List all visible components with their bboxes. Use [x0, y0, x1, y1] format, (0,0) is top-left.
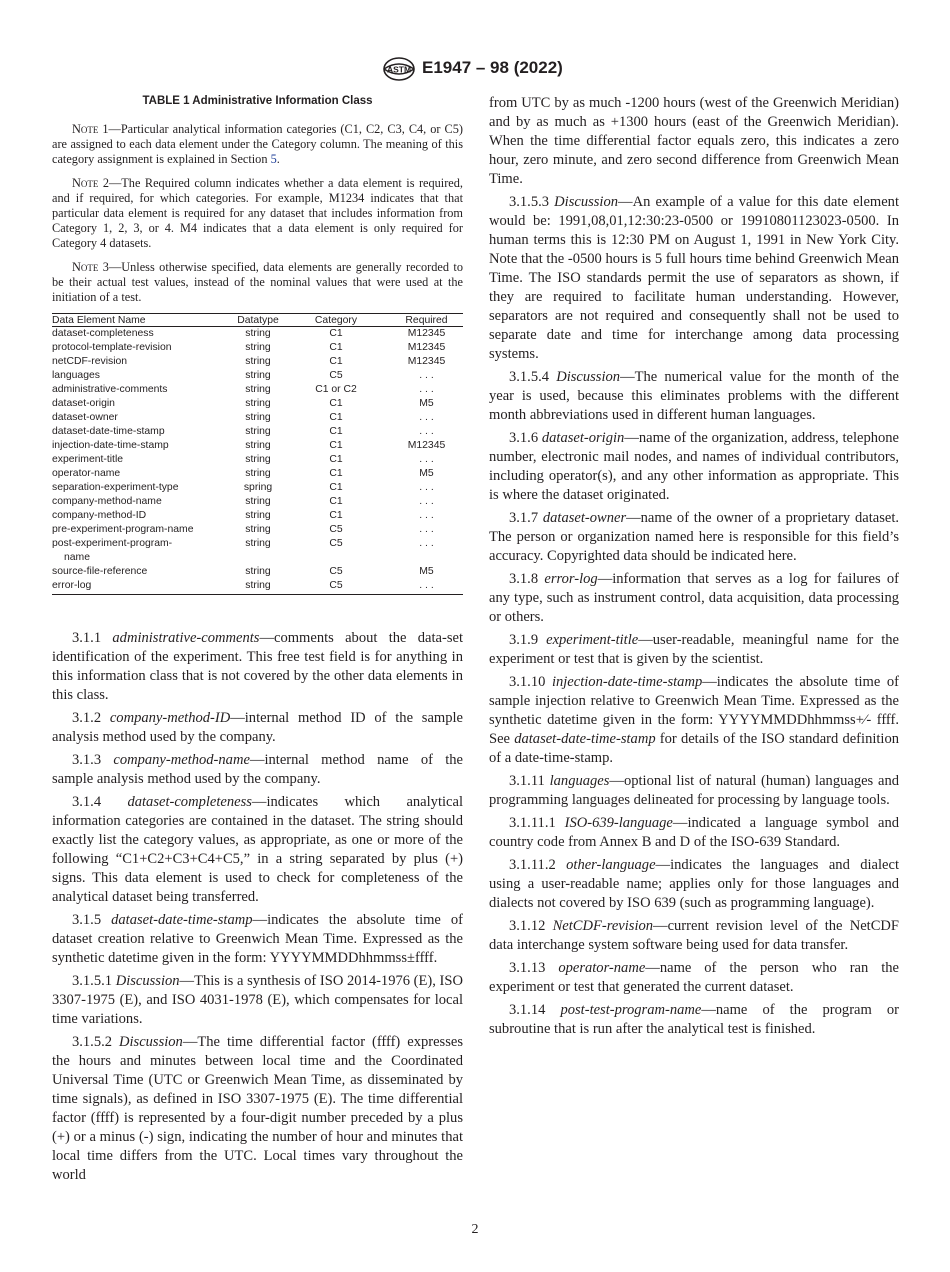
cell-category: C1	[329, 468, 343, 480]
cell-datatype: string	[245, 440, 271, 452]
cell-required: . . .	[419, 482, 434, 494]
cell-category: C1	[329, 412, 343, 424]
definition-paragraph	[489, 772, 899, 810]
table-row	[52, 523, 463, 537]
definition-text: —The numerical value for the month of the year is used, because this eliminates problems with the different month abbreviations used in different human languages.	[489, 369, 899, 423]
section-number: 3.1.7	[509, 510, 539, 526]
definition-text: —user-readable, meaningful name for the experiment or test that is given by the scientist.	[489, 632, 900, 667]
definition-text: —name of the person who ran the experiment or test that generated the current dataset.	[489, 960, 899, 995]
cell-datatype: string	[245, 384, 271, 396]
table-row	[52, 341, 463, 355]
definition-paragraph	[489, 368, 899, 425]
definition-text: —indicated a language symbol and country code from Annex B and D of the ISO-639 Standard.	[489, 815, 899, 850]
section-number: 3.1.5.2	[72, 1034, 113, 1051]
col-header-category: Category	[282, 314, 390, 327]
table-row	[52, 327, 463, 342]
defined-term: dataset-completeness	[127, 794, 252, 811]
table-row	[52, 579, 463, 595]
definition-paragraph	[52, 709, 463, 747]
definition-paragraph	[489, 193, 899, 364]
table-header-row	[52, 314, 463, 327]
defined-term: operator-name	[558, 960, 646, 976]
cell-text-wrap: name	[64, 552, 90, 564]
cell-datatype: spring	[243, 482, 273, 494]
cell-datatype: string	[245, 398, 271, 410]
table-notes	[52, 122, 463, 305]
definition-paragraph	[489, 429, 899, 505]
right-column	[489, 94, 899, 1043]
cell-element-name: error-log	[52, 579, 234, 595]
col-header-name: Data Element Name	[52, 314, 234, 327]
cell-required: . . .	[419, 384, 434, 396]
definition-text: —current revision level of the NetCDF data interchange system software being used for data transfer.	[489, 918, 899, 953]
astm-logo-icon	[380, 56, 418, 82]
cell-element-name: company-method-ID	[52, 510, 147, 522]
cell-datatype: string	[245, 510, 271, 522]
table-row	[52, 565, 463, 579]
definition-paragraph	[489, 856, 899, 913]
cell-category: C1	[329, 398, 343, 410]
cell-category: C1	[329, 328, 343, 340]
definition-text: —The time differential factor (ffff) expresses the hours and minutes between local time and the Coordinated Universal Time (UTC or Greenwich Mean Time, as disseminated by time signals), as defined in ISO 3307-1975 (E). The time differential factor (ffff) is represented by a four-digit number preceded by a plus (+) or a minus (-) sign, indicating the number of hour and minutes that local time differs from the UTC. Local times vary throughout the world	[52, 1034, 463, 1184]
section-number: 3.1.11.2	[509, 857, 556, 873]
cross-reference-term: dataset-date-time-stamp	[514, 731, 656, 747]
defined-term: dataset-owner	[542, 510, 627, 526]
cell-element-name: netCDF-revision	[52, 356, 128, 368]
cell-category: C1	[329, 454, 343, 466]
cell-element-name: dataset-origin	[52, 398, 115, 410]
defined-term: Discussion	[115, 973, 180, 990]
section-number: 3.1.3	[72, 752, 102, 769]
cell-element-name: separation-experiment-type	[52, 482, 179, 494]
defined-term: injection-date-time-stamp	[551, 674, 703, 690]
section-number: 3.1.2	[72, 710, 102, 727]
col-header-datatype: Datatype	[234, 314, 282, 327]
table-body	[52, 327, 463, 595]
definition-paragraph	[489, 570, 899, 627]
table-row	[52, 537, 463, 565]
table-note-3	[52, 260, 463, 306]
defined-term: company-method-ID	[109, 710, 231, 727]
table-note-1	[52, 122, 463, 168]
astm-logo-text: ASTM	[386, 64, 412, 75]
cell-required: M12345	[407, 440, 446, 452]
definition-text: for details of the ISO standard definition of a date-time-stamp.	[489, 731, 900, 766]
table-row	[52, 355, 463, 369]
cell-required: . . .	[419, 370, 434, 382]
section-number: 3.1.11	[509, 773, 545, 789]
defined-term: other-language	[566, 857, 656, 873]
cell-element-name	[52, 537, 234, 565]
cell-element-name: languages	[52, 370, 100, 382]
cell-datatype: string	[245, 566, 271, 578]
left-column	[52, 94, 463, 1189]
definition-text: —This is a synthesis of ISO 2014-1976 (E), ISO 3307-1975 (E), and ISO 4031-1978 (E), which compensates for local time variations.	[52, 973, 464, 1028]
table-row	[52, 453, 463, 467]
note-text: —Particular analytical information categories (C1, C2, C3, C4, or C5) are assigned to each data element under the Category column. The meaning of this category assignment is explained in Section	[52, 122, 463, 167]
cell-datatype: string	[245, 328, 271, 340]
definition-paragraph	[489, 1001, 899, 1039]
note-label: Note 2	[72, 175, 109, 190]
defined-term: error-log	[544, 571, 598, 587]
definition-text: —name of the program or subroutine that is run after the analytical test is finished.	[489, 1002, 900, 1037]
section-number: 3.1.5.3	[509, 194, 550, 210]
cell-element-name: pre-experiment-program-name	[52, 524, 194, 536]
cell-datatype: string	[234, 579, 282, 595]
col-header-required: Required	[390, 314, 463, 327]
cell-category: C5	[282, 579, 390, 595]
section-link[interactable]: 5	[270, 152, 277, 167]
note-text: —The Required column indicates whether a data element is required, and if required, for which categories. For example, M1234 indicates that that particular data element is required for any dataset that includes information from Category 1, 2, 3, or 4. M4 indicates that a data element is only required for Category 4 datasets.	[52, 175, 463, 251]
defined-term: ISO-639-language	[564, 815, 673, 831]
cell-required: M5	[419, 398, 434, 410]
note-label: Note 1	[72, 122, 109, 136]
cell-required: . . .	[419, 426, 434, 438]
page-number: 2	[471, 1222, 479, 1237]
cell-element-name: experiment-title	[52, 454, 124, 466]
section-number: 3.1.10	[509, 674, 546, 690]
table-row	[52, 411, 463, 425]
table-note-2	[52, 176, 463, 252]
cell-element-name: dataset-owner	[52, 412, 118, 424]
cell-required: . . .	[390, 579, 463, 595]
definition-text: —name of the organization, address, telephone number, electronic mail nodes, and names of individual contributors, including operator(s), and any other information as appropriate. This is where the dataset originated.	[489, 430, 900, 503]
note-text: —Unless otherwise specified, data elements are generally recorded to be their actual test values, instead of the nominal values that were used at the initiation of a test.	[52, 259, 463, 305]
cell-element-name: source-file-reference	[52, 566, 148, 578]
cell-element-name: company-method-name	[52, 496, 162, 508]
cell-element-name: protocol-template-revision	[52, 342, 172, 354]
cell-datatype: string	[245, 538, 271, 550]
definition-paragraph	[489, 814, 899, 852]
section-number: 3.1.5	[72, 912, 102, 929]
definition-paragraph	[52, 629, 463, 705]
cell-datatype: string	[245, 342, 271, 354]
table-row	[52, 397, 463, 411]
table-row	[52, 439, 463, 453]
definition-text: —indicates the absolute time of dataset creation relative to Greenwich Mean Time. Expressed as the synthetic datetime given in the form: YYYYMMDDhhmmss±ffff.	[52, 912, 463, 967]
cell-text: post-experiment-program-	[52, 538, 173, 550]
definition-paragraph	[52, 751, 463, 789]
table-row	[52, 383, 463, 397]
page-header	[0, 56, 950, 86]
cell-required: . . .	[419, 454, 434, 466]
defined-term: Discussion	[118, 1034, 183, 1051]
defined-term: administrative-comments	[112, 630, 260, 647]
definition-text: —name of the owner of a proprietary dataset. The person or organization named here is responsible for this field’s accuracy. Copyrighted data should be indicated here.	[489, 510, 899, 564]
definition-text: —optional list of natural (human) languages and programming languages delineated for processing by language tools.	[489, 773, 899, 808]
cell-required: M5	[419, 566, 434, 578]
note-label: Note 3	[72, 259, 109, 274]
cell-category: C1 or C2	[315, 384, 357, 396]
defined-term: dataset-date-time-stamp	[111, 912, 253, 929]
definition-paragraph	[52, 911, 463, 968]
cell-datatype: string	[245, 426, 271, 438]
defined-term: company-method-name	[113, 752, 250, 769]
definition-paragraph	[489, 959, 899, 997]
cell-element-name: dataset-date-time-stamp	[52, 426, 165, 438]
cell-datatype: string	[245, 468, 271, 480]
defined-term: Discussion	[554, 194, 619, 210]
definition-text: —An example of a value for this date element would be: 1991,08,01,12:30:23-0500 or 19910801123023-0500. In human terms this is 12:30 PM on August 1, 1991 in New York City. Note that the -0500 hours is 5 full hours time behind Greenwich Mean Time. The ISO standards permit the use of separators as shown, if they are required to facilitate human understanding. However, separators are not required and consequently shall not be used to separate date and time for interchange among data processing systems.	[489, 194, 899, 362]
definition-paragraph	[489, 917, 899, 955]
cell-datatype: string	[245, 454, 271, 466]
definition-paragraph	[489, 509, 899, 566]
table-row	[52, 425, 463, 439]
cell-datatype: string	[245, 496, 271, 508]
definition-text: —indicates which analytical information categories are contained in the dataset. The string should exactly list the category values, as appropriate, as one or more of the following “C1+C2+C3+C4+C5,” in a string separated by plus (+) signs. This data element is used to check for completeness of the analytical dataset being transferred.	[52, 794, 463, 906]
cell-category: C1	[329, 496, 343, 508]
cell-required: . . .	[419, 412, 434, 424]
definition-text: —information that serves as a log for failures of any type, such as instrument control, data acquisition, data processing or others.	[489, 571, 899, 625]
section-number: 3.1.12	[509, 918, 546, 934]
section-number: 3.1.11.1	[509, 815, 556, 831]
cell-category: C1	[329, 440, 343, 452]
defined-term: experiment-title	[546, 632, 639, 648]
definition-text: —indicates the languages and dialect using a user-readable name; applies only for those languages and dialects not covered by ISO 639 (such as programming language).	[489, 857, 899, 911]
cell-element-name: operator-name	[52, 468, 121, 480]
cell-category: C1	[329, 356, 343, 368]
cell-category: C1	[329, 482, 343, 494]
cell-category: C1	[329, 510, 343, 522]
section-number: 3.1.9	[509, 632, 539, 648]
cell-category: C5	[329, 566, 343, 578]
section-number: 3.1.4	[72, 794, 102, 811]
cell-datatype: string	[245, 412, 271, 424]
cell-element-name: administrative-comments	[52, 384, 168, 396]
cell-category: C5	[329, 370, 343, 382]
cell-required: M12345	[407, 328, 446, 340]
table-row	[52, 467, 463, 481]
table-row	[52, 509, 463, 523]
defined-term: NetCDF-revision	[552, 918, 654, 934]
cell-datatype: string	[245, 356, 271, 368]
cell-element-name: dataset-completeness	[52, 328, 154, 340]
cell-required: M12345	[407, 356, 446, 368]
table-row	[52, 369, 463, 383]
section-number: 3.1.5.4	[509, 369, 550, 385]
defined-term: dataset-origin	[541, 430, 625, 446]
section-number: 3.1.6	[509, 430, 539, 446]
section-number: 3.1.8	[509, 571, 539, 587]
definition-text: —internal method name of the sample analysis method used by the company.	[52, 752, 463, 788]
table-row	[52, 495, 463, 509]
paragraph-continuation: from UTC by as much -1200 hours (west of the Greenwich Meridian) and by as much as +1300 hours (east of the Greenwich Meridian). When the time differential factor equals zero, this indicates a zero hour, zero minute, and zero second difference from Greenwich Mean Time.	[489, 95, 899, 187]
cell-required: . . .	[419, 510, 434, 522]
cell-datatype: string	[245, 524, 271, 536]
section-number: 3.1.5.1	[72, 973, 113, 990]
cell-required: M12345	[407, 342, 446, 354]
cell-required: . . .	[419, 538, 434, 550]
section-number: 3.1.1	[72, 630, 102, 647]
definition-paragraph	[52, 1033, 463, 1185]
definition-paragraph	[52, 972, 463, 1029]
definition-paragraph	[52, 793, 463, 907]
definition-text: —comments about the data-set identification of the experiment. This free test field is for anything in this information class that is not covered by the other data elements in this class.	[52, 630, 463, 704]
defined-term: post-test-program-name	[560, 1002, 702, 1018]
note-tail: .	[276, 152, 280, 167]
cell-category: C5	[329, 538, 343, 550]
definition-paragraph	[489, 631, 899, 669]
cell-datatype: string	[245, 370, 271, 382]
definition-paragraph	[489, 673, 899, 768]
table-title: TABLE 1 Administrative Information Class	[142, 95, 373, 107]
document-designation: E1947 – 98 (2022)	[422, 58, 563, 77]
defined-term: Discussion	[556, 369, 621, 385]
cell-category: C1	[329, 342, 343, 354]
table-row	[52, 481, 463, 495]
cell-category: C1	[329, 426, 343, 438]
definition-text: —internal method ID of the sample analysis method used by the company.	[52, 710, 463, 746]
cell-required: M5	[419, 468, 434, 480]
left-body-text	[52, 629, 463, 1185]
cell-element-name: injection-date-time-stamp	[52, 440, 169, 452]
cell-required: . . .	[419, 524, 434, 536]
defined-term: languages	[549, 773, 610, 789]
administrative-info-table	[52, 313, 463, 595]
definition-text: —indicates the absolute time of sample injection relative to Greenwich Mean Time. Expressed as the synthetic datetime given in the form: YYYYMMDDhhmmss+⁄- ffff. See	[489, 674, 899, 747]
section-number: 3.1.13	[509, 960, 546, 976]
section-number: 3.1.14	[509, 1002, 546, 1018]
cell-required: . . .	[419, 496, 434, 508]
cell-category: C5	[329, 524, 343, 536]
right-body-text	[489, 193, 899, 1039]
